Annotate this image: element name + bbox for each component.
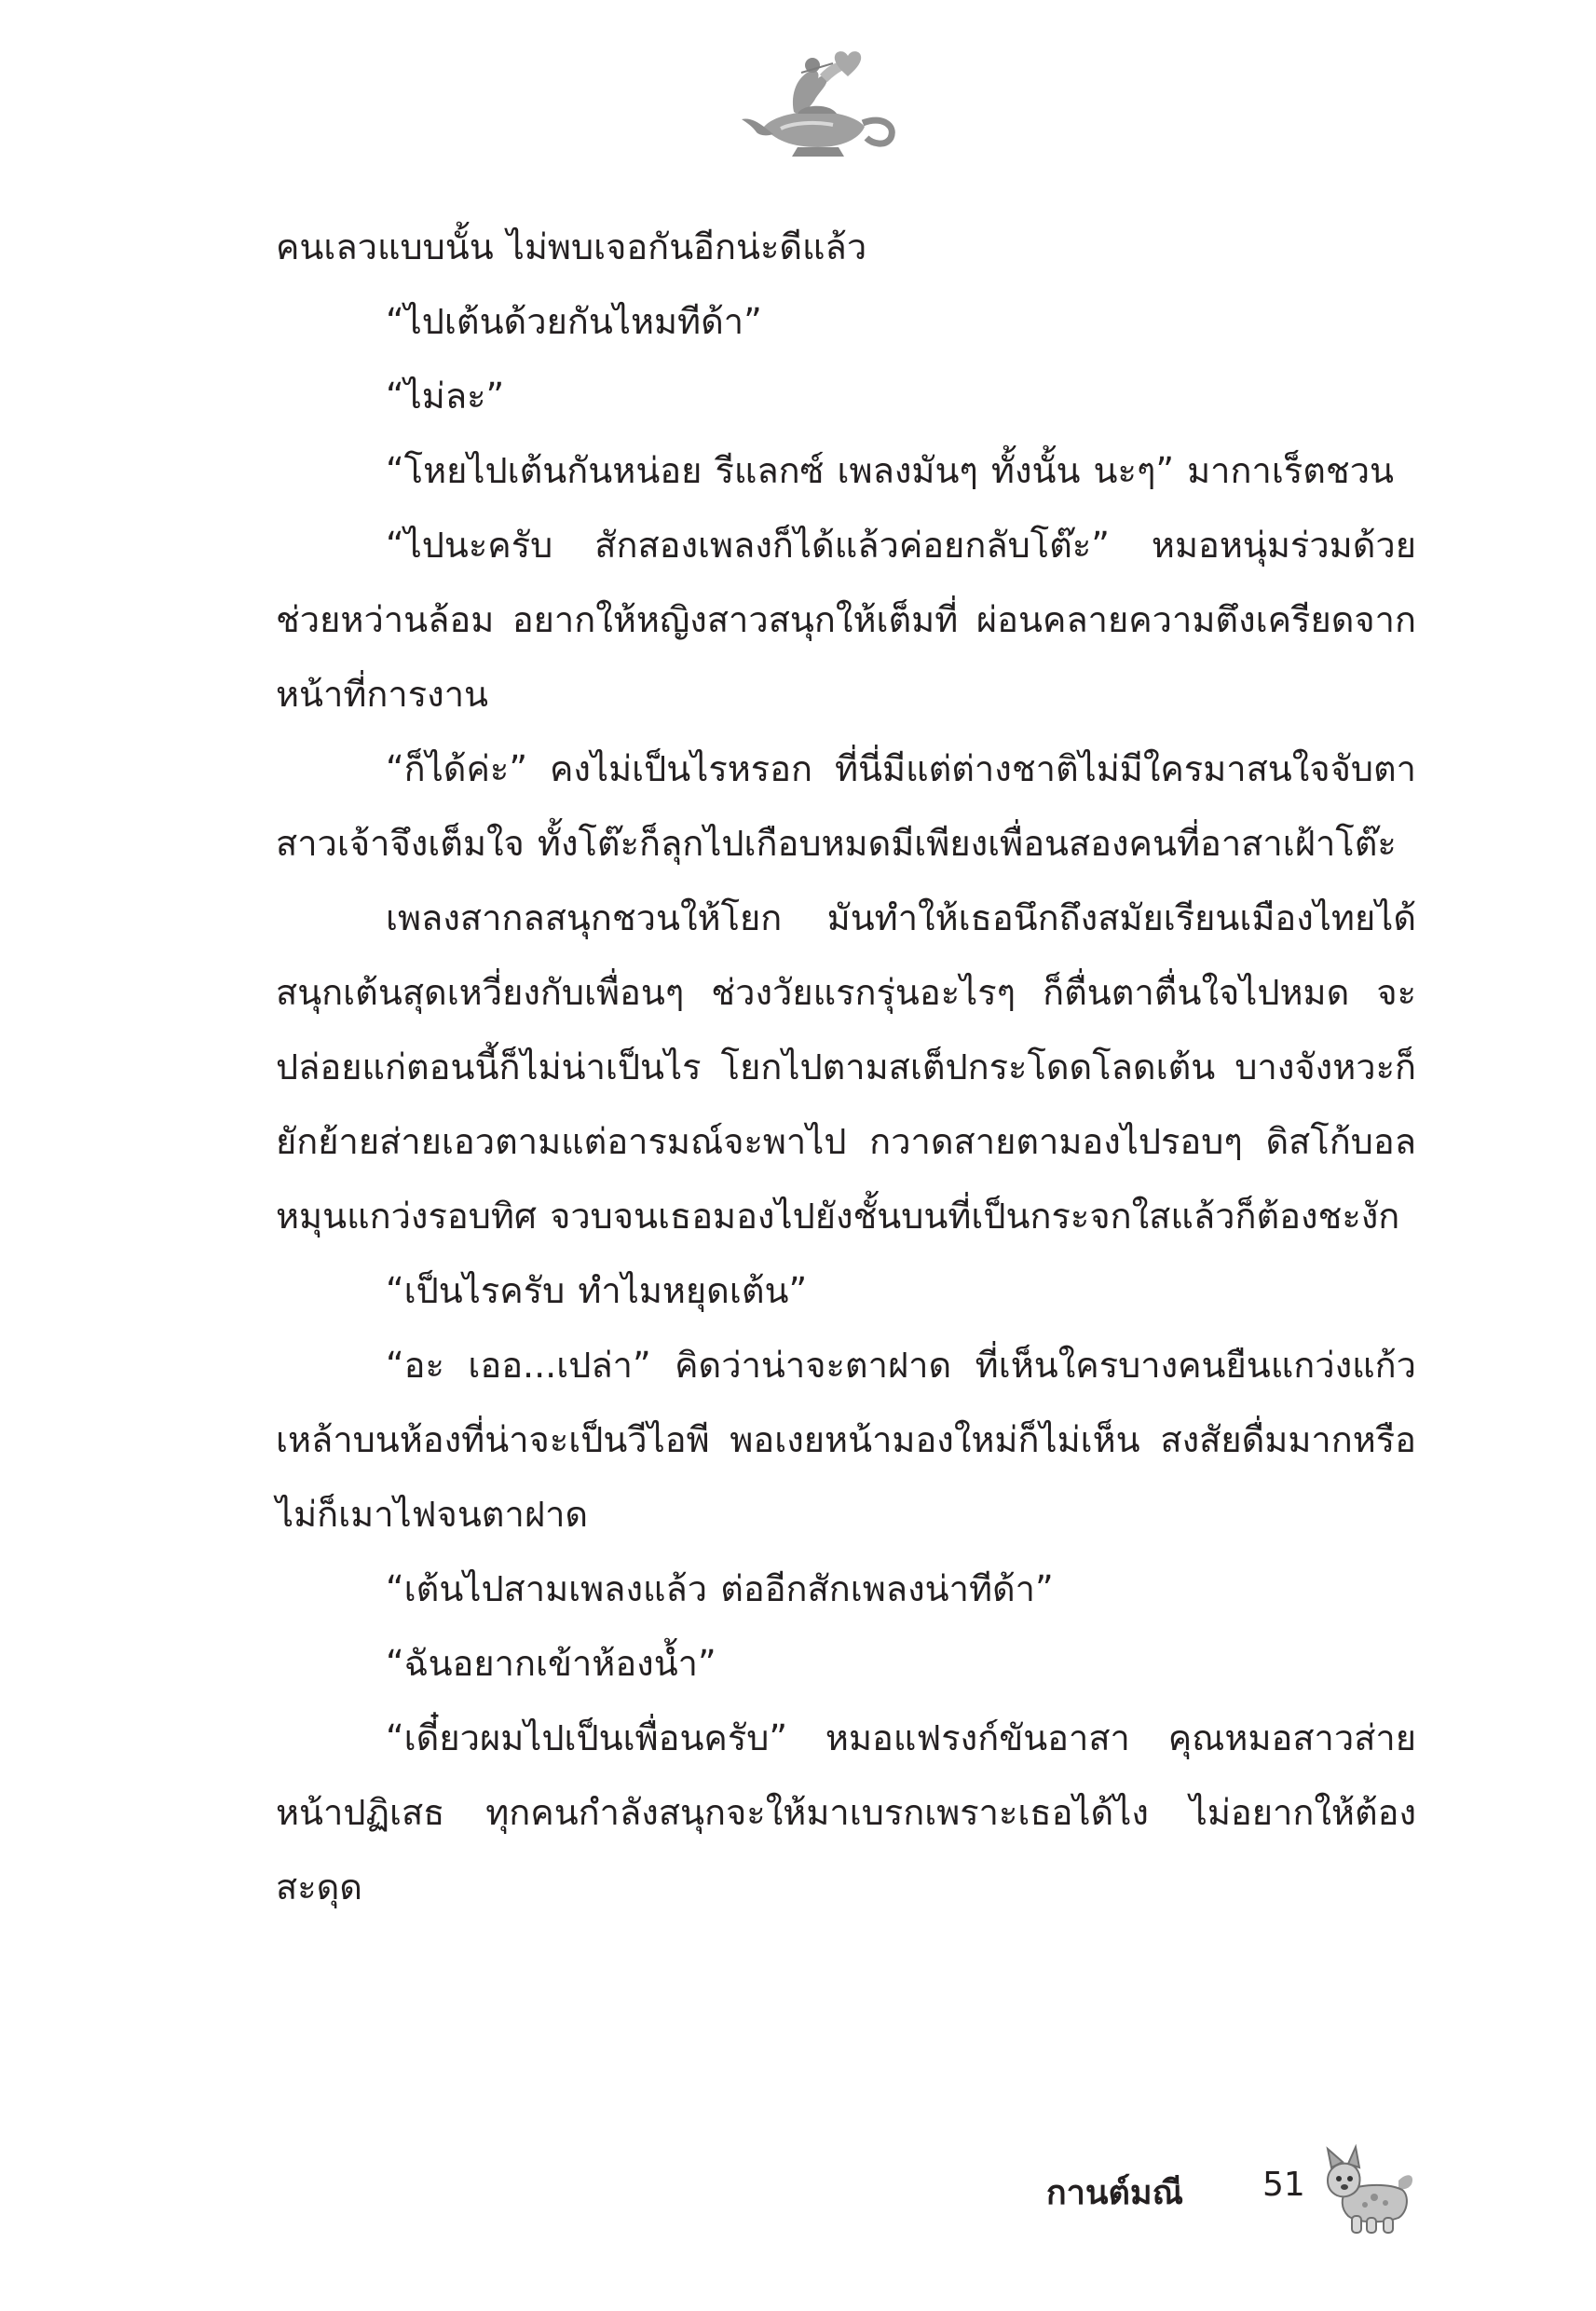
genie-lamp-with-cupid-icon xyxy=(736,47,904,163)
paragraph-4: “โหยไปเต้นกันหน่อย รีแลกซ์ เพลงมันๆ ทั้งนั้น นะๆ” มากาเร็ตชวน xyxy=(386,450,1395,491)
paragraph-1: คนเลวแบบนั้น ไม่พบเจอกันอีกน่ะดีแล้ว xyxy=(276,226,867,267)
page-number: 51 xyxy=(1262,2166,1305,2204)
paragraph-9: “อะ เออ...เปล่า” คิดว่าน่าจะตาฝาด ที่เห็นใครบางคนยืนแกว่งแก้วเหล้าบนห้องที่น่าจะเป็นวีไอพี พอเงยหน้ามองใหม่ก็ไม่เห็น สงสัยดื่มมากหรือไม่ก็เมาไฟจนตาฝาด xyxy=(276,1345,1416,1535)
paragraph-2: “ไปเต้นด้วยกันไหมทีด้า” xyxy=(386,301,762,342)
paragraph-8: “เป็นไรครับ ทำไมหยุดเต้น” xyxy=(386,1270,808,1311)
page-footer xyxy=(1045,2143,1425,2246)
paragraph-6: “ก็ได้ค่ะ” คงไม่เป็นไรหรอก ที่นี่มีแต่ต่างชาติไม่มีใครมาสนใจจับตา สาวเจ้าจึงเต็มใจ ทั้งโต๊ะก็ลุกไปเกือบหมดมีเพียงเพื่อนสองคนที่อาสาเฝ้าโต๊ะ xyxy=(276,748,1416,864)
paragraph-12: “เดี๋ยวผมไปเป็นเพื่อนครับ” หมอแฟรงก์ขันอาสา คุณหมอสาวส่ายหน้าปฏิเสธ ทุกคนกำลังสนุกจะให้มาเบรกเพราะเธอได้ไง ไม่อยากให้ต้องสะดุด xyxy=(276,1717,1416,1908)
paragraph-11: “ฉันอยากเข้าห้องน้ำ” xyxy=(386,1643,716,1684)
paragraph-10: “เต้นไปสามเพลงแล้ว ต่ออีกสักเพลงน่าทีด้า” xyxy=(386,1568,1054,1609)
paragraph-3: “ไม่ละ” xyxy=(386,376,505,417)
body-text xyxy=(276,210,1416,1924)
paragraph-7: เพลงสากลสนุกชวนให้โยก มันทำให้เธอนึกถึงสมัยเรียนเมืองไทยได้สนุกเต้นสุดเหวี่ยงกับเพื่อนๆ ช่วงวัยแรกรุ่นอะไรๆ ก็ตื่นตาตื่นใจไปหมด จะปล่อยแก่ตอนนี้ก็ไม่น่าเป็นไร โยกไปตามสเต็ปกระโดดโลดเต้น บางจังหวะก็ยักย้ายส่ายเอวตามแต่อารมณ์จะพาไป กวาดสายตามองไปรอบๆ ดิสโก้บอลหมุนแกว่งรอบทิศ จวบจนเธอมองไปยังชั้นบนที่เป็นกระจกใสแล้วก็ต้องชะงัก xyxy=(276,897,1416,1237)
paragraph-5: “ไปนะครับ สักสองเพลงก็ได้แล้วค่อยกลับโต๊ะ” หมอหนุ่มร่วมด้วยช่วยหว่านล้อม อยากให้หญิงสาวสนุกให้เต็มที่ ผ่อนคลายความตึงเครียดจากหน้าที่การงาน xyxy=(276,525,1416,715)
footer-author-title: กานต์มณี xyxy=(1045,2174,1183,2212)
corgi-dog-icon xyxy=(1318,2143,1421,2246)
